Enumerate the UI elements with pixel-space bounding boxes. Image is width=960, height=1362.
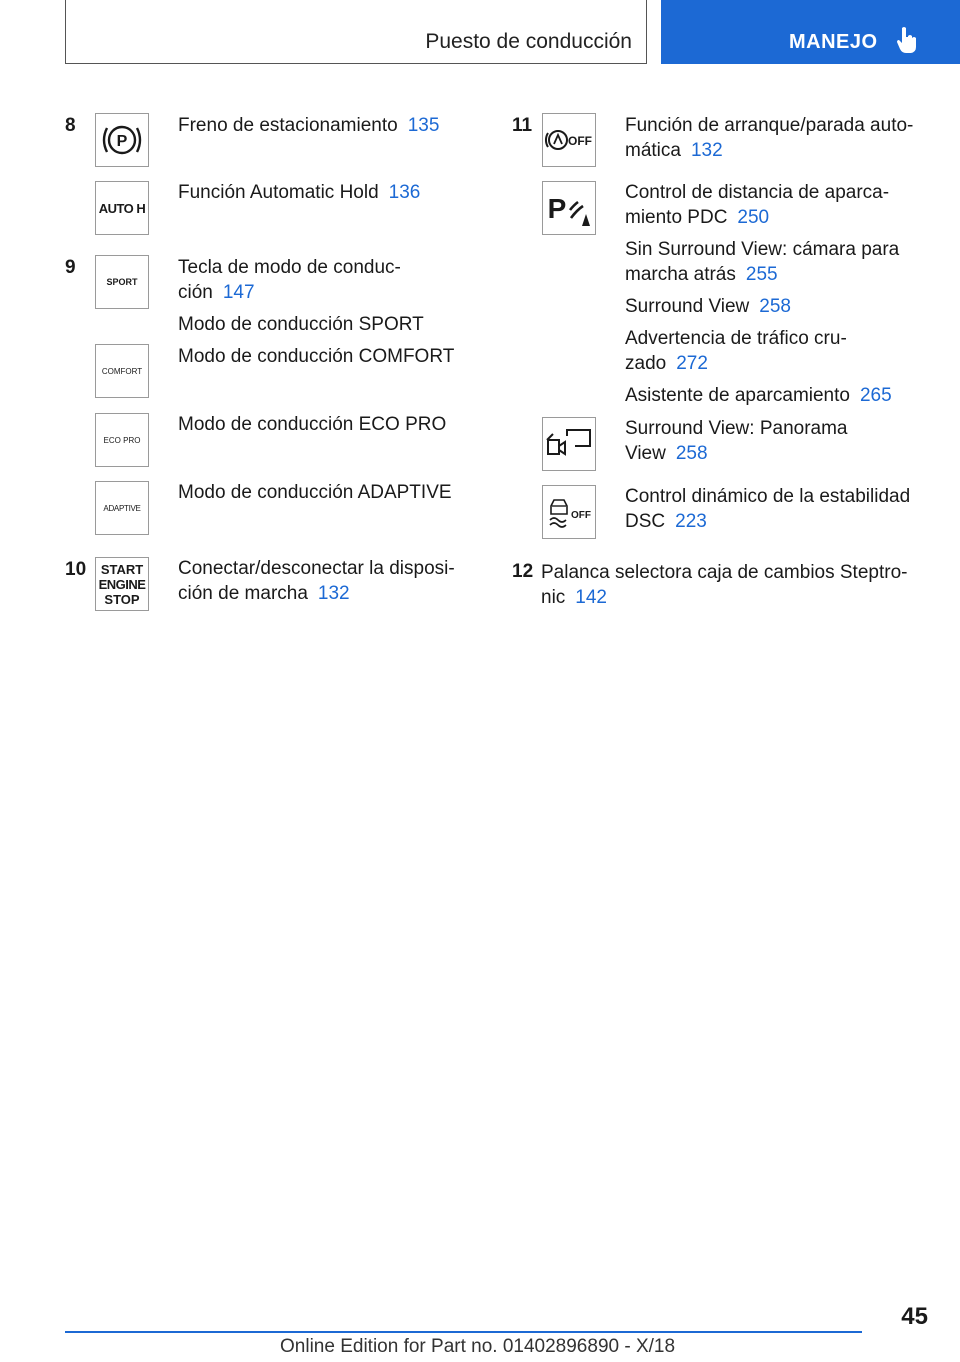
item-number-12: 12	[512, 561, 534, 582]
edition-text: Online Edition for Part no. 01402896890 - X/18	[280, 1336, 676, 1357]
adaptive-icon-label: ADAPTIVE	[103, 503, 141, 513]
entry-text-line2: mática	[625, 140, 681, 161]
auto-start-stop-off-icon	[542, 113, 596, 167]
chapter-tab-label: MANEJO	[789, 31, 878, 53]
auto-hold-icon	[95, 181, 149, 235]
auto-start-stop-off-label: OFF	[568, 134, 592, 148]
pdc-line-2: miento PDC	[625, 207, 728, 228]
entry-text-line2: ción de marcha	[178, 583, 308, 604]
entry-comfort-mode	[178, 344, 454, 369]
start-label: START	[100, 561, 144, 577]
entry-drive-mode-key	[178, 255, 424, 337]
entry-text-line1: Palanca selectora caja de cambios Steptro-	[541, 562, 908, 583]
entry-text: Modo de conducción COMFORT	[178, 346, 455, 367]
chapter-tab[interactable]	[661, 0, 960, 64]
page-link[interactable]: 258	[759, 296, 791, 317]
page-link[interactable]: 255	[745, 264, 778, 285]
start-stop-engine-icon	[95, 557, 149, 611]
park-distance-control-icon	[542, 181, 596, 235]
comfort-mode-icon	[95, 344, 149, 398]
page-link[interactable]: 135	[407, 115, 440, 136]
entry-parking-brake	[178, 113, 439, 138]
entry-text-line2: nic	[541, 587, 566, 608]
entry-text-line1: Control dinámico de la estabilidad	[625, 486, 911, 507]
entry-start-stop	[178, 556, 455, 606]
pdc-line-4: marcha atrás	[625, 264, 736, 285]
entry-text-line1: Tecla de modo de conduc-	[178, 257, 401, 278]
pdc-line-6: Advertencia de tráfico cru-	[625, 328, 847, 349]
page-link[interactable]: 142	[575, 587, 607, 608]
item-number-9: 9	[65, 257, 76, 278]
entry-text-line2: DSC	[625, 511, 666, 532]
header-section-box	[65, 0, 647, 64]
entry-text: Modo de conducción ADAPTIVE	[178, 482, 452, 503]
entry-pdc-group	[625, 180, 899, 408]
page-link[interactable]: 258	[675, 443, 708, 464]
page-number: 45	[901, 1303, 928, 1330]
entry-text: Freno de estacionamiento	[178, 115, 398, 136]
dsc-off-label: OFF	[571, 510, 591, 521]
entry-text-line2: View	[625, 443, 666, 464]
page-link[interactable]: 132	[690, 140, 723, 161]
parking-brake-icon	[95, 113, 149, 167]
auto-hold-icon-label: AUTO H	[98, 200, 146, 216]
sport-mode-icon	[95, 255, 149, 309]
adaptive-mode-icon	[95, 481, 149, 535]
page-link[interactable]: 272	[676, 353, 708, 374]
pointing-hand-icon	[897, 26, 919, 59]
dsc-off-icon	[542, 485, 596, 539]
item-number-8: 8	[65, 115, 76, 136]
page-link[interactable]: 136	[388, 182, 421, 203]
pdc-line-1: Control de distancia de aparca-	[625, 182, 890, 203]
entry-adaptive-mode	[178, 480, 452, 505]
svg-text:P: P	[116, 133, 128, 150]
item-number-11: 11	[512, 115, 533, 136]
entry-text: Función Automatic Hold	[178, 182, 379, 203]
entry-text-line1: Función de arranque/parada auto-	[625, 115, 914, 136]
entry-steptronic-selector	[541, 560, 907, 610]
item-number-10: 10	[65, 559, 87, 580]
eco-pro-mode-icon	[95, 413, 149, 467]
sport-icon-label: SPORT	[106, 277, 138, 287]
entry-text: Modo de conducción ECO PRO	[178, 414, 447, 435]
pdc-line-8: Asistente de aparcamiento	[625, 385, 850, 406]
entry-text-line2: ción	[178, 282, 213, 303]
comfort-icon-label: COMFORT	[101, 366, 143, 376]
page-link[interactable]: 250	[737, 207, 770, 228]
entry-text-line1: Conectar/desconectar la disposi-	[178, 558, 455, 579]
pdc-line-7: zado	[625, 353, 667, 374]
engine-label: ENGINE	[98, 576, 146, 592]
panorama-view-icon	[542, 417, 596, 471]
entry-auto-hold	[178, 180, 420, 205]
entry-panorama-view	[625, 416, 848, 466]
entry-eco-pro-mode	[178, 412, 446, 437]
stop-label: STOP	[104, 591, 140, 607]
entry-text-line1: Surround View: Panorama	[625, 418, 848, 439]
page-link[interactable]: 132	[317, 583, 350, 604]
pdc-icon-letter: P	[547, 193, 567, 224]
pdc-line-3: Sin Surround View: cámara para	[625, 239, 900, 260]
page-link[interactable]: 265	[859, 385, 892, 406]
sport-mode-text: Modo de conducción SPORT	[178, 314, 424, 335]
page-link[interactable]: 147	[222, 282, 255, 303]
entry-auto-start-stop	[625, 113, 913, 163]
entry-dsc	[625, 484, 910, 534]
pdc-line-5: Surround View	[625, 296, 750, 317]
section-title: Puesto de conducción	[425, 30, 632, 53]
eco-pro-icon-label: ECO PRO	[103, 435, 141, 445]
footer-divider	[65, 1331, 862, 1333]
page-link[interactable]: 223	[675, 511, 707, 532]
